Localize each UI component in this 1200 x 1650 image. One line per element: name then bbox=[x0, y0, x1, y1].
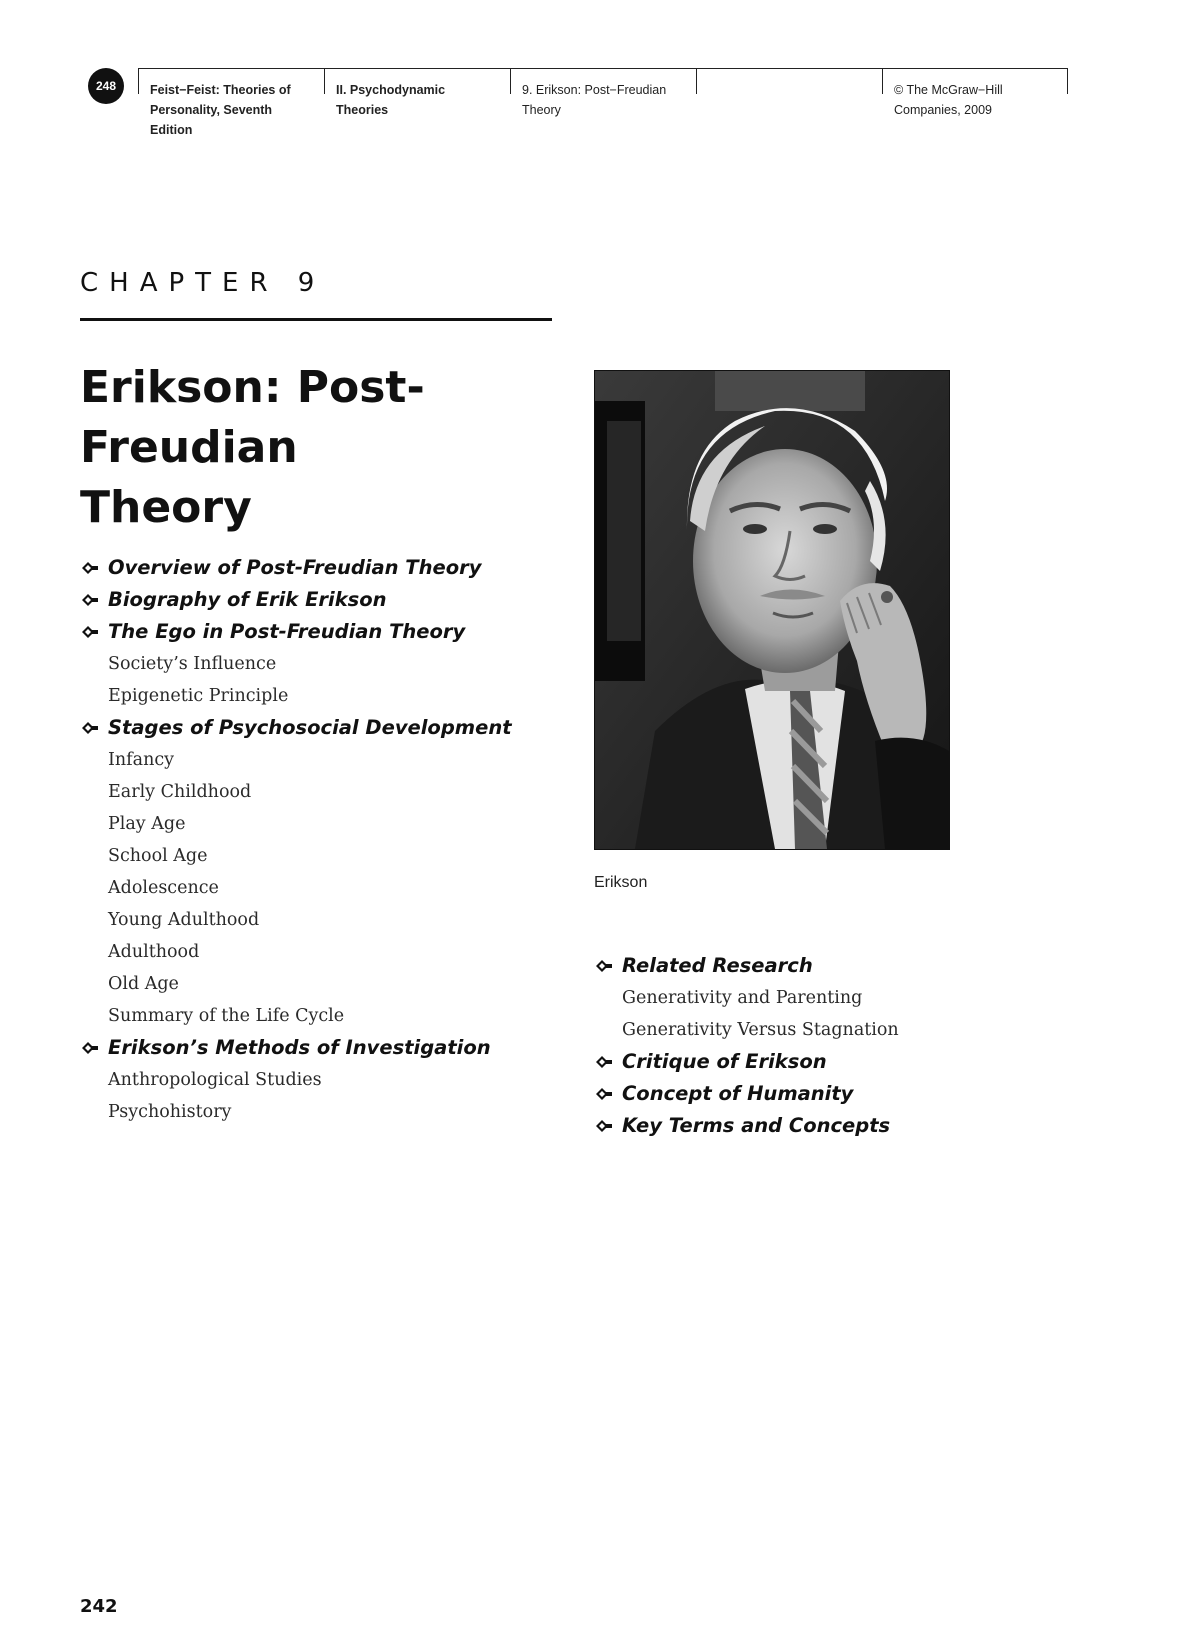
outline-subitem: Epigenetic Principle bbox=[108, 686, 289, 706]
page-number: 242 bbox=[80, 1596, 118, 1617]
outline-subitem: Old Age bbox=[108, 974, 179, 994]
outline-subitem: Adolescence bbox=[108, 878, 219, 898]
diamond-arrow-bullet-icon bbox=[80, 624, 100, 640]
diamond-arrow-bullet-icon bbox=[80, 720, 100, 736]
outline-item-label: Key Terms and Concepts bbox=[622, 1114, 891, 1137]
outline-item-label: Overview of Post-Freudian Theory bbox=[108, 556, 482, 579]
outline-item-label: Concept of Humanity bbox=[622, 1082, 854, 1105]
chapter-label: CHAPTER 9 bbox=[80, 268, 326, 298]
outline-item bbox=[80, 616, 512, 648]
photo-caption: Erikson bbox=[594, 874, 648, 891]
outline-subitem: Generativity Versus Stagnation bbox=[622, 1020, 899, 1040]
chapter-title: Erikson: Post-Freudian Theory bbox=[80, 362, 425, 533]
outline-subitem: Play Age bbox=[108, 814, 186, 834]
outline-subitem: Early Childhood bbox=[108, 782, 252, 802]
outline-item-label: Erikson’s Methods of Investigation bbox=[108, 1036, 491, 1059]
chapter-divider bbox=[80, 318, 552, 321]
outline-subitem: Anthropological Studies bbox=[108, 1070, 322, 1090]
outline-subitem: Summary of the Life Cycle bbox=[108, 1006, 345, 1026]
header-part-title: II. Psychodynamic Theories bbox=[336, 83, 446, 117]
outline-subitem: Infancy bbox=[108, 750, 175, 770]
outline-item-label: The Ego in Post-Freudian Theory bbox=[108, 620, 466, 643]
diamond-arrow-bullet-icon bbox=[80, 1040, 100, 1056]
chapter-outline-left bbox=[80, 552, 512, 1128]
header-book-title: Feist−Feist: Theories of Personality, Seventh Edition bbox=[150, 83, 291, 137]
outline-subitem: School Age bbox=[108, 846, 208, 866]
outline-subitem: Adulthood bbox=[108, 942, 200, 962]
outline-item bbox=[594, 950, 899, 982]
outline-item bbox=[80, 712, 512, 744]
outline-item bbox=[594, 1046, 899, 1078]
outline-item-label: Critique of Erikson bbox=[622, 1050, 827, 1073]
outline-item bbox=[80, 584, 512, 616]
diamond-arrow-bullet-icon bbox=[594, 1054, 614, 1070]
diamond-arrow-bullet-icon bbox=[594, 1086, 614, 1102]
outline-subitem: Psychohistory bbox=[108, 1102, 232, 1122]
outline-subitem: Young Adulthood bbox=[108, 910, 260, 930]
outline-item bbox=[594, 1110, 899, 1142]
diamond-arrow-bullet-icon bbox=[80, 592, 100, 608]
outline-item bbox=[80, 552, 512, 584]
outline-item bbox=[594, 1078, 899, 1110]
diamond-arrow-bullet-icon bbox=[594, 958, 614, 974]
diamond-arrow-bullet-icon bbox=[80, 560, 100, 576]
page-number-badge: 248 bbox=[88, 68, 124, 104]
outline-subitem: Generativity and Parenting bbox=[622, 988, 863, 1008]
chapter-outline-right bbox=[594, 950, 899, 1142]
outline-item-label: Related Research bbox=[622, 954, 813, 977]
outline-item-label: Biography of Erik Erikson bbox=[108, 588, 387, 611]
diamond-arrow-bullet-icon bbox=[594, 1118, 614, 1134]
header-cell-empty bbox=[696, 68, 882, 94]
outline-item-label: Stages of Psychosocial Development bbox=[108, 716, 512, 739]
header-copyright: © The McGraw−Hill Companies, 2009 bbox=[894, 83, 1003, 117]
erikson-portrait-photo bbox=[594, 370, 950, 850]
header-chapter-title: 9. Erikson: Post−Freudian Theory bbox=[522, 83, 667, 117]
outline-subitem: Society’s Influence bbox=[108, 654, 277, 674]
portrait-illustration bbox=[595, 371, 949, 849]
outline-item bbox=[80, 1032, 512, 1064]
